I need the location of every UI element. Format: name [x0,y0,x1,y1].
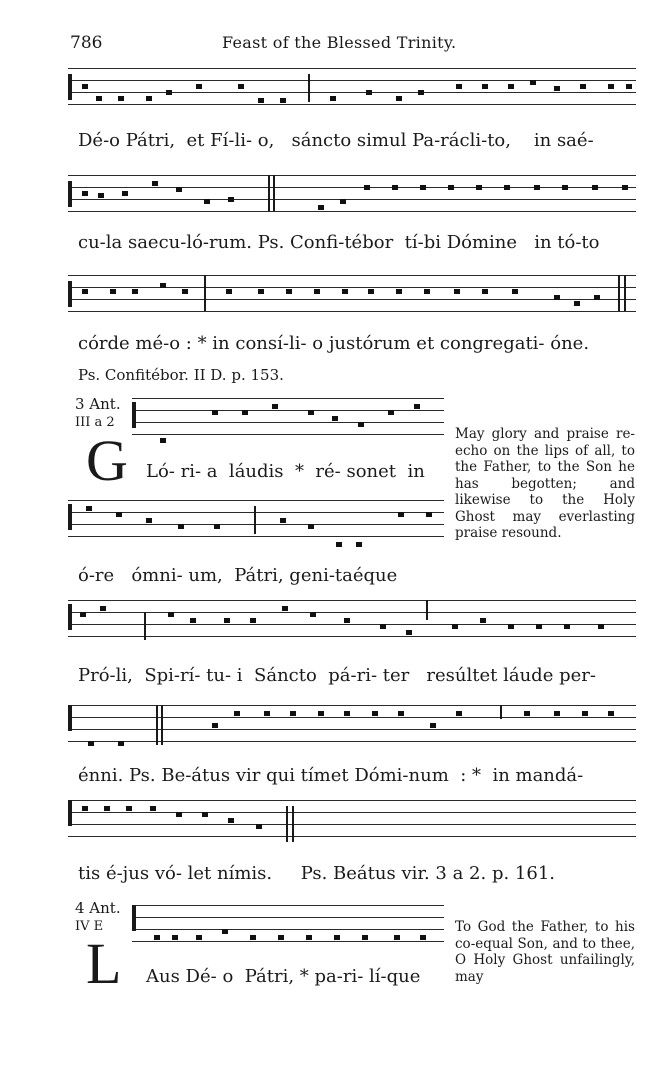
music-staff [68,500,444,542]
antiphon-mode: III a 2 [75,415,115,430]
lyric-line: Dé-o Pátri, et Fí-li- o, sáncto simul Pa-rácli-to, in saé- [78,130,594,151]
music-staff [68,68,636,110]
music-staff [68,600,636,642]
page-number: 786 [70,33,103,53]
lyric-line: Aus Dé- o Pátri, * pa-ri- lí-que [146,966,421,987]
lyric-line: ó-re ómni- um, Pátri, geni-taéque [78,565,398,586]
lyric-line: córde mé-o : * in consí-li- o justórum et congregati- óne. [78,333,590,354]
music-staff [132,905,444,947]
lyric-line: tis é-jus vó- let nímis. Ps. Beátus vir. 3 a 2. p. 161. [78,863,555,884]
psalm-reference: Ps. Confitébor. II D. p. 153. [78,366,284,384]
initial-letter: G [86,428,128,493]
antiphon-number: 4 Ant. [75,899,121,917]
translation-text: To God the Father, to his co-equal Son, and to thee, O Holy Ghost unfailingly, may [455,919,635,985]
music-staff [68,175,636,217]
antiphon-mode: IV E [75,919,104,934]
translation-text: May glory and praise re-echo on the lips of all, to the Father, to the Son he has begotten; and likewise to the Holy Ghost may everlasting praise resound. [455,426,635,541]
antiphon-number: 3 Ant. [75,395,121,413]
music-staff [68,275,636,317]
music-staff [68,705,636,747]
lyric-line: Pró-li, Spi-rí- tu- i Sáncto pá-ri- ter resúltet láude per- [78,665,596,686]
music-staff [132,398,444,440]
lyric-line: cu-la saecu-ló-rum. Ps. Confi-tébor tí-bi Dómine in tó-to [78,232,600,253]
initial-letter: L [86,931,122,996]
running-title: Feast of the Blessed Trinity. [222,33,457,52]
lyric-line: Ló- ri- a láudis * ré- sonet in [146,461,425,482]
lyric-line: énni. Ps. Be-átus vir qui tímet Dómi-num : * in mandá- [78,765,584,786]
music-staff [68,800,636,842]
